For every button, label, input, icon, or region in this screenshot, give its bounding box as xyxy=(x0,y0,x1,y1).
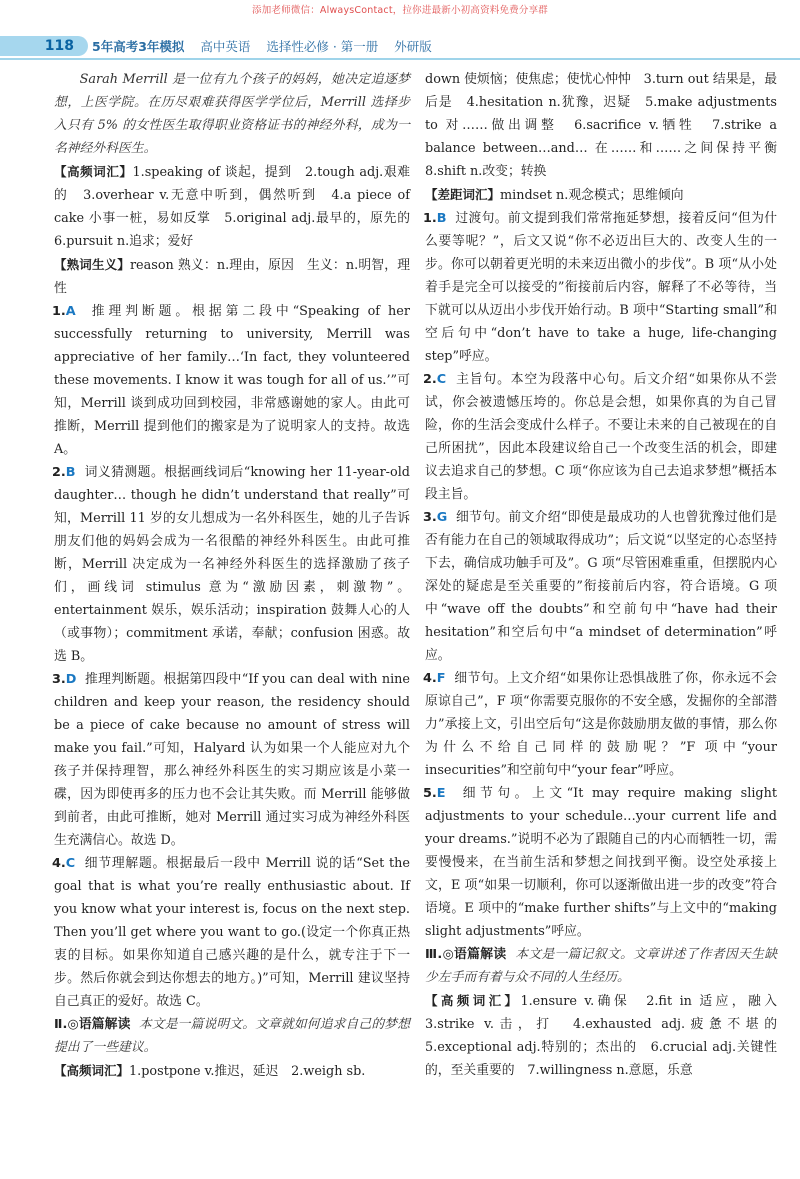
vocab-block xyxy=(54,1059,410,1083)
answer-explanation: 推理判断题。根据第四段中“If you can deal with nine children and keep your reason, the residency should be a piece of cake because no amount of stress will make you fail.”可知，Halyard 认为如果一个人能应对九个孩子并保持理智，那么神经外科医生的实习期应该是小菜一碟，因为即使再多的压力也不会让其失败。而 Merrill 能够做到前者，由此可推断，她对 Merrill 通过实习成为神经外科医生充满信心。故选 D。 xyxy=(54,672,410,848)
answer-explanation: 细节句。上文“It may require making slight adjustments to your schedule…your current life and your dreams.”说明不必为了跟随自己的内心而牺牲一切，需要慢慢来，在当前生活和梦想之间找到平衡。设空处承接上文，E 项“如果一切顺利，你可以逐渐做出进一步的改变”符合语境。E 项中的“make further shifts”与上文中的“making slight adjustments”呼应。 xyxy=(425,786,777,939)
word-meaning-text: reason 熟义：n.理由，原因 生义：n.明智，理性 xyxy=(54,258,410,296)
answer-item xyxy=(425,782,777,943)
vocab-text: 1.speaking of 谈起，提到 2.tough adj.艰难的 3.overhear v.无意中听到，偶然听到 4.a piece of cake 小事一桩，易如反掌 5.original adj.最早的，原先的 6.pursuit n.追求；爱好 xyxy=(54,165,423,249)
answer-letter: C xyxy=(65,856,76,871)
diff-vocab-block xyxy=(425,183,777,207)
answer-letter: B xyxy=(436,211,447,226)
answer-number: 2. xyxy=(52,465,66,480)
page-number: 118 xyxy=(0,36,88,56)
watermark-text: 添加老师微信：AlwaysContact，拉你进最新小初高资料免费分享群 xyxy=(252,5,548,16)
answer-number: 3. xyxy=(52,672,66,687)
answer-item xyxy=(425,667,777,782)
answer-number: 1. xyxy=(423,211,437,226)
answer-number: 1. xyxy=(52,304,66,319)
answer-letter: C xyxy=(436,372,447,387)
word-meaning-tag: 【熟词生义】 xyxy=(54,257,130,272)
answer-explanation: 细节理解题。根据最后一段中 Merrill 说的话“Set the goal that is what you’re really enthusiastic about. If you know what your interest is, focus on the next step. Then you’ll get where you want to go.(设定一个你真正热衷的目标。如果你知道自己感兴趣的是什么，就专注于下一步。然后你就会到达你想去的地方。)”可知，Merrill 建议坚持自己真正的爱好。故选 C。 xyxy=(54,856,411,1009)
answer-letter: G xyxy=(436,510,448,525)
answer-number: 2. xyxy=(423,372,437,387)
answer-item xyxy=(425,506,777,667)
vocab-text: 1.postpone v.推迟，延迟 2.weigh sb. xyxy=(129,1064,366,1079)
vocab-block xyxy=(54,160,423,253)
answer-item xyxy=(54,300,410,461)
answer-number: 5. xyxy=(423,786,437,801)
answer-number: 4. xyxy=(52,856,66,871)
answer-explanation: 细节句。上文介绍“如果你让恐惧战胜了你，你永远不会原谅自己”，F 项“你需要克服你的不安全感，发掘你的全部潜力”承接上文，引出空后句“这是你鼓励朋友做的事情，那么你为什么不给自己同样的鼓励呢？”F 项中“your insecurities”和空前句中“your fear”呼应。 xyxy=(425,671,778,778)
diff-vocab-tag: 【差距词汇】 xyxy=(425,187,501,202)
series-title: 5年高考3年模拟 xyxy=(92,39,185,54)
vocab-tag: 【高频词汇】 xyxy=(54,1063,130,1078)
volume: 选择性必修 · 第一册 xyxy=(266,39,379,54)
diff-vocab-text: mindset n.观念模式；思维倾向 xyxy=(500,188,684,203)
answer-item xyxy=(425,207,777,368)
section-summary-text: 本文是一篇记叙文。文章讲述了作者因天生缺少左手而有着与众不同的人生经历。 xyxy=(425,947,778,985)
vocab-tag: 【高频词汇】 xyxy=(54,164,133,179)
vocab-continued: down 使烦恼；使焦虑；使忧心忡忡 3.turn out 结果是，最后是 4.hesitation n.犹豫，迟疑 5.make adjustments to 对……做出调整 6.sacrifice v.牺牲 7.strike a balance between…and… 在……和……之间保持平衡 8.shift n.改变；转换 xyxy=(425,72,790,179)
publisher: 外研版 xyxy=(394,39,432,54)
section-summary-text: 本文是一篇说明文。文章就如何追求自己的梦想提出了一些建议。 xyxy=(54,1017,410,1055)
answer-item xyxy=(54,852,410,1013)
answer-number: 4. xyxy=(423,671,437,686)
answer-number: 3. xyxy=(423,510,437,525)
section-summary xyxy=(425,943,777,989)
answer-item xyxy=(54,668,410,852)
answer-letter: A xyxy=(65,304,76,319)
answer-explanation: 推理判断题。根据第二段中“Speaking of her successfully returning to university, Merrill was appreciative of her family…‘In fact, they volunteered these movements. I know it was tough for all of us.’”可知，Merrill 谈到成功回到校园，非常感谢她的家人。由此可推断，Merrill 提到他们的搬家是为了说明家人的支持。故选 A。 xyxy=(54,304,410,457)
answer-letter: F xyxy=(436,671,446,686)
answer-letter: E xyxy=(436,786,446,801)
answer-letter: B xyxy=(65,465,76,480)
section-summary xyxy=(54,1013,410,1059)
vocab-block xyxy=(425,989,790,1082)
answer-explanation: 过渡句。前文提到我们常常拖延梦想，接着反问“但为什么要等呢？”，后文又说“你不必迈出巨大的、改变人生的一步。你可以朝着更光明的未来迈出微小的步伐”。B 项“从小处着手是完全可以接受的”衔接前后内容，解释了不必等待，当下就可以从迈出小步伐开始行动。B 项中“Starting small”和空后句中“don’t have to take a huge, life-changing step”呼应。 xyxy=(425,211,778,364)
answer-item xyxy=(54,461,410,668)
answer-explanation: 词义猜测题。根据画线词后“knowing her 11-year-old daughter… though he didn’t understand that really”可知，Merrill 11 岁的女儿想成为一名外科医生，她的儿子告诉朋友们他的妈妈会成为一名很酷的神经外科医生。由此可推断，Merrill 决定成为一名神经外科医生的选择激励了孩子们，画线词 stimulus 意为“激励因素，刺激物”。entertainment 娱乐，娱乐活动；inspiration 鼓舞人心的人（或事物）；commitment 承诺，奉献；confusion 困惑。故选 B。 xyxy=(54,465,410,664)
answer-explanation: 主旨句。本空为段落中心句。后文介绍“如果你从不尝试，你会被遗憾压垮的。你总是会想，如果你真的为自己冒险，你的生活会变成什么样子。不要让未来的自己被现在的自己所困扰”，因此本段建议给自己一个改变生活的机会，即建议去追求自己的梦想。C 项“你应该为自己去追求梦想”概括本段主旨。 xyxy=(425,372,778,502)
section-label: Ⅲ.◎语篇解读 xyxy=(425,947,507,962)
section-label: Ⅱ.◎语篇解读 xyxy=(54,1017,131,1032)
running-header xyxy=(92,37,432,55)
vocab-tag: 【高频词汇】 xyxy=(425,993,521,1008)
word-meaning-block xyxy=(54,253,410,300)
passage-summary: Sarah Merrill 是一位有九个孩子的妈妈，她决定追逐梦想，上医学院。在历尽艰难获得医学学位后，Merrill 选择步入只有 5% 的女性医生取得职业资格证书的神经外科，成为一名神经外科医生。 xyxy=(54,72,410,156)
subject: 高中英语 xyxy=(200,39,251,54)
answer-letter: D xyxy=(65,672,77,687)
vocab-text: 1.ensure v.确保 2.fit in 适应，融入 3.strike v.击，打 4.exhausted adj.疲惫不堪的 5.exceptional adj.特别的；杰出的 6.crucial adj.关键性的，至关重要的 7.willingness n.意愿，乐意 xyxy=(425,994,790,1078)
answer-item xyxy=(425,368,777,506)
left-column xyxy=(52,68,423,1083)
answer-explanation: 细节句。前文介绍“即使是最成功的人也曾犹豫过他们是否有能力在自己的领域取得成功”；后文说“以坚定的心态坚持下去，确信成功触手可及”。G 项“尽管困难重重，但摆脱内心深处的疑虑是至关重要的”衔接前后内容，符合语境。G 项中“wave off the doubts”和空前句中“have had their hesitation”和空后句中“a mindset of determination”呼应。 xyxy=(425,510,777,663)
right-column xyxy=(423,68,790,1082)
